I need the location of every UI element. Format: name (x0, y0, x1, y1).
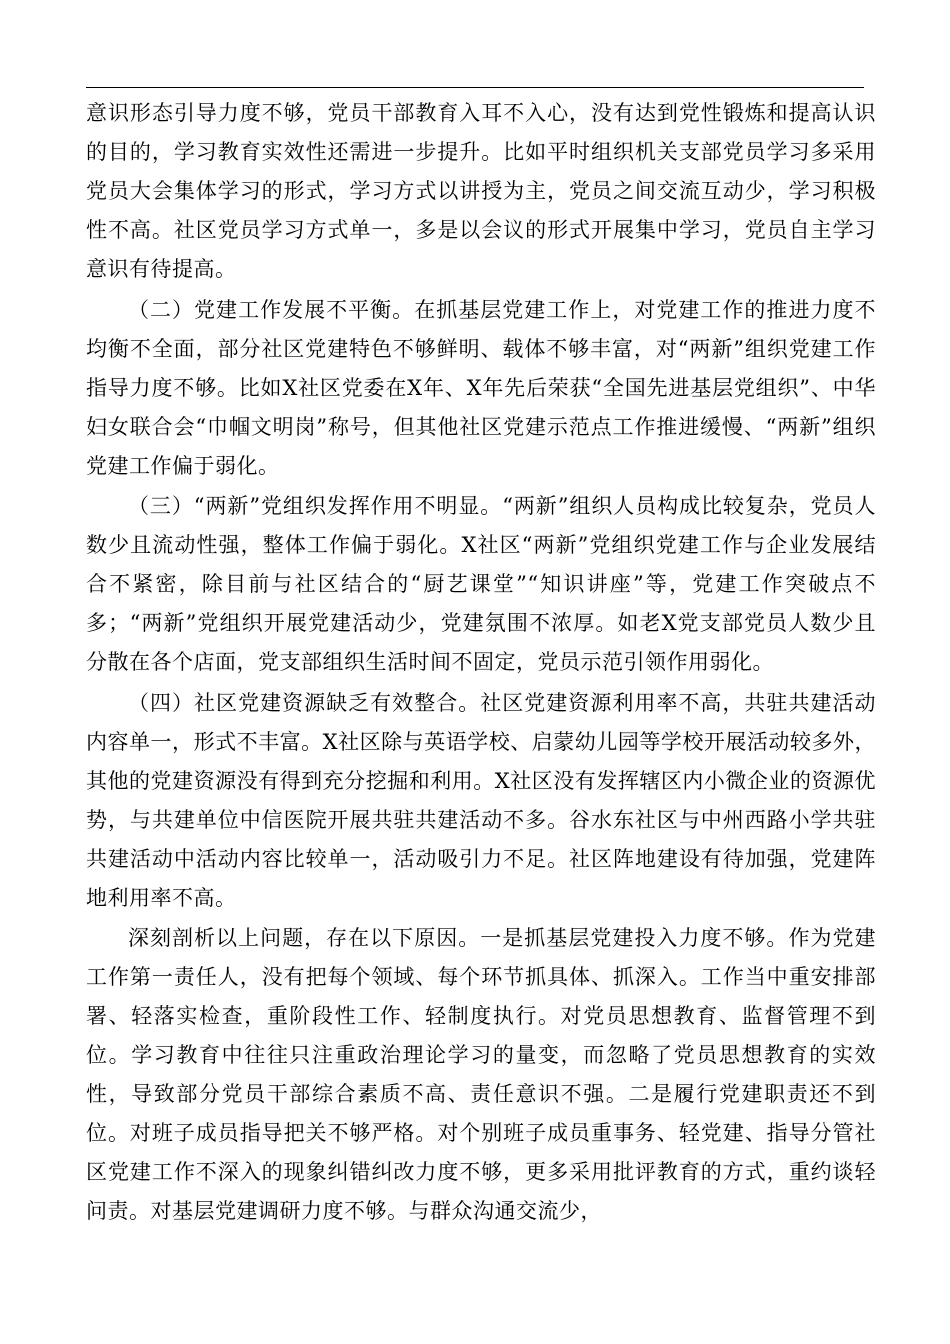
header-rule (86, 87, 864, 88)
paragraph-analysis: 深刻剖析以上问题，存在以下原因。一是抓基层党建投入力度不够。作为党建工作第一责任人，没有把每个领域、每个环节抓具体、抓深入。工作当中重安排部署、轻落实检查，重阶段性工作、轻制度执行。对党员思想教育、监督管理不到位。学习教育中往往只注重政治理论学习的量变，而忽略了党员思想教育的实效性，导致部分党员干部综合素质不高、责任意识不强。二是履行党建职责还不到位。对班子成员指导把关不够严格。对个别班子成员重事务、轻党建、指导分管社区党建工作不深入的现象纠错纠改力度不够，更多采用批评教育的方式，重约谈轻问责。对基层党建调研力度不够。与群众沟通交流少， (86, 926, 876, 1223)
paragraph-section-2: （二）党建工作发展不平衡。在抓基层党建工作上，对党建工作的推进力度不均衡不全面，部分社区党建特色不够鲜明、载体不够丰富，对“两新”组织党建工作指导力度不够。比如X社区党委在X年、X年先后荣获“全国先进基层党组织”、中华妇女联合会“巾帼文明岗”称号，但其他社区党建示范点工作推进缓慢、“两新”组织党建工作偏于弱化。 (86, 297, 876, 478)
paragraph-continuation: 意识形态引导力度不够，党员干部教育入耳不入心，没有达到党性锻炼和提高认识的目的，学习教育实效性还需进一步提升。比如平时组织机关支部党员学习多采用党员大会集体学习的形式，学习方式以讲授为主，党员之间交流互动少，学习积极性不高。社区党员学习方式单一，多是以会议的形式开展集中学习，党员自主学习意识有待提高。 (86, 101, 876, 281)
document-body (86, 94, 876, 1231)
paragraph-section-4: （四）社区党建资源缺乏有效整合。社区党建资源利用率不高，共驻共建活动内容单一，形式不丰富。X社区除与英语学校、启蒙幼儿园等学校开展活动较多外，其他的党建资源没有得到充分挖掘和利用。X社区没有发挥辖区内小微企业的资源优势，与共建单位中信医院开展共驻共建活动不多。谷水东社区与中州西路小学共驻共建活动中活动内容比较单一，活动吸引力不足。社区阵地建设有待加强，党建阵地利用率不高。 (86, 690, 876, 910)
paragraph-section-3: （三）“两新”党组织发挥作用不明显。“两新”组织人员构成比较复杂，党员人数少且流动性强，整体工作偏于弱化。X社区“两新”党组织党建工作与企业发展结合不紧密，除目前与社区结合的“厨艺课堂”“知识讲座”等，党建工作突破点不多；“两新”党组织开展党建活动少，党建氛围不浓厚。如老X党支部党员人数少且分散在各个店面，党支部组织生活时间不固定，党员示范引领作用弱化。 (86, 494, 876, 674)
